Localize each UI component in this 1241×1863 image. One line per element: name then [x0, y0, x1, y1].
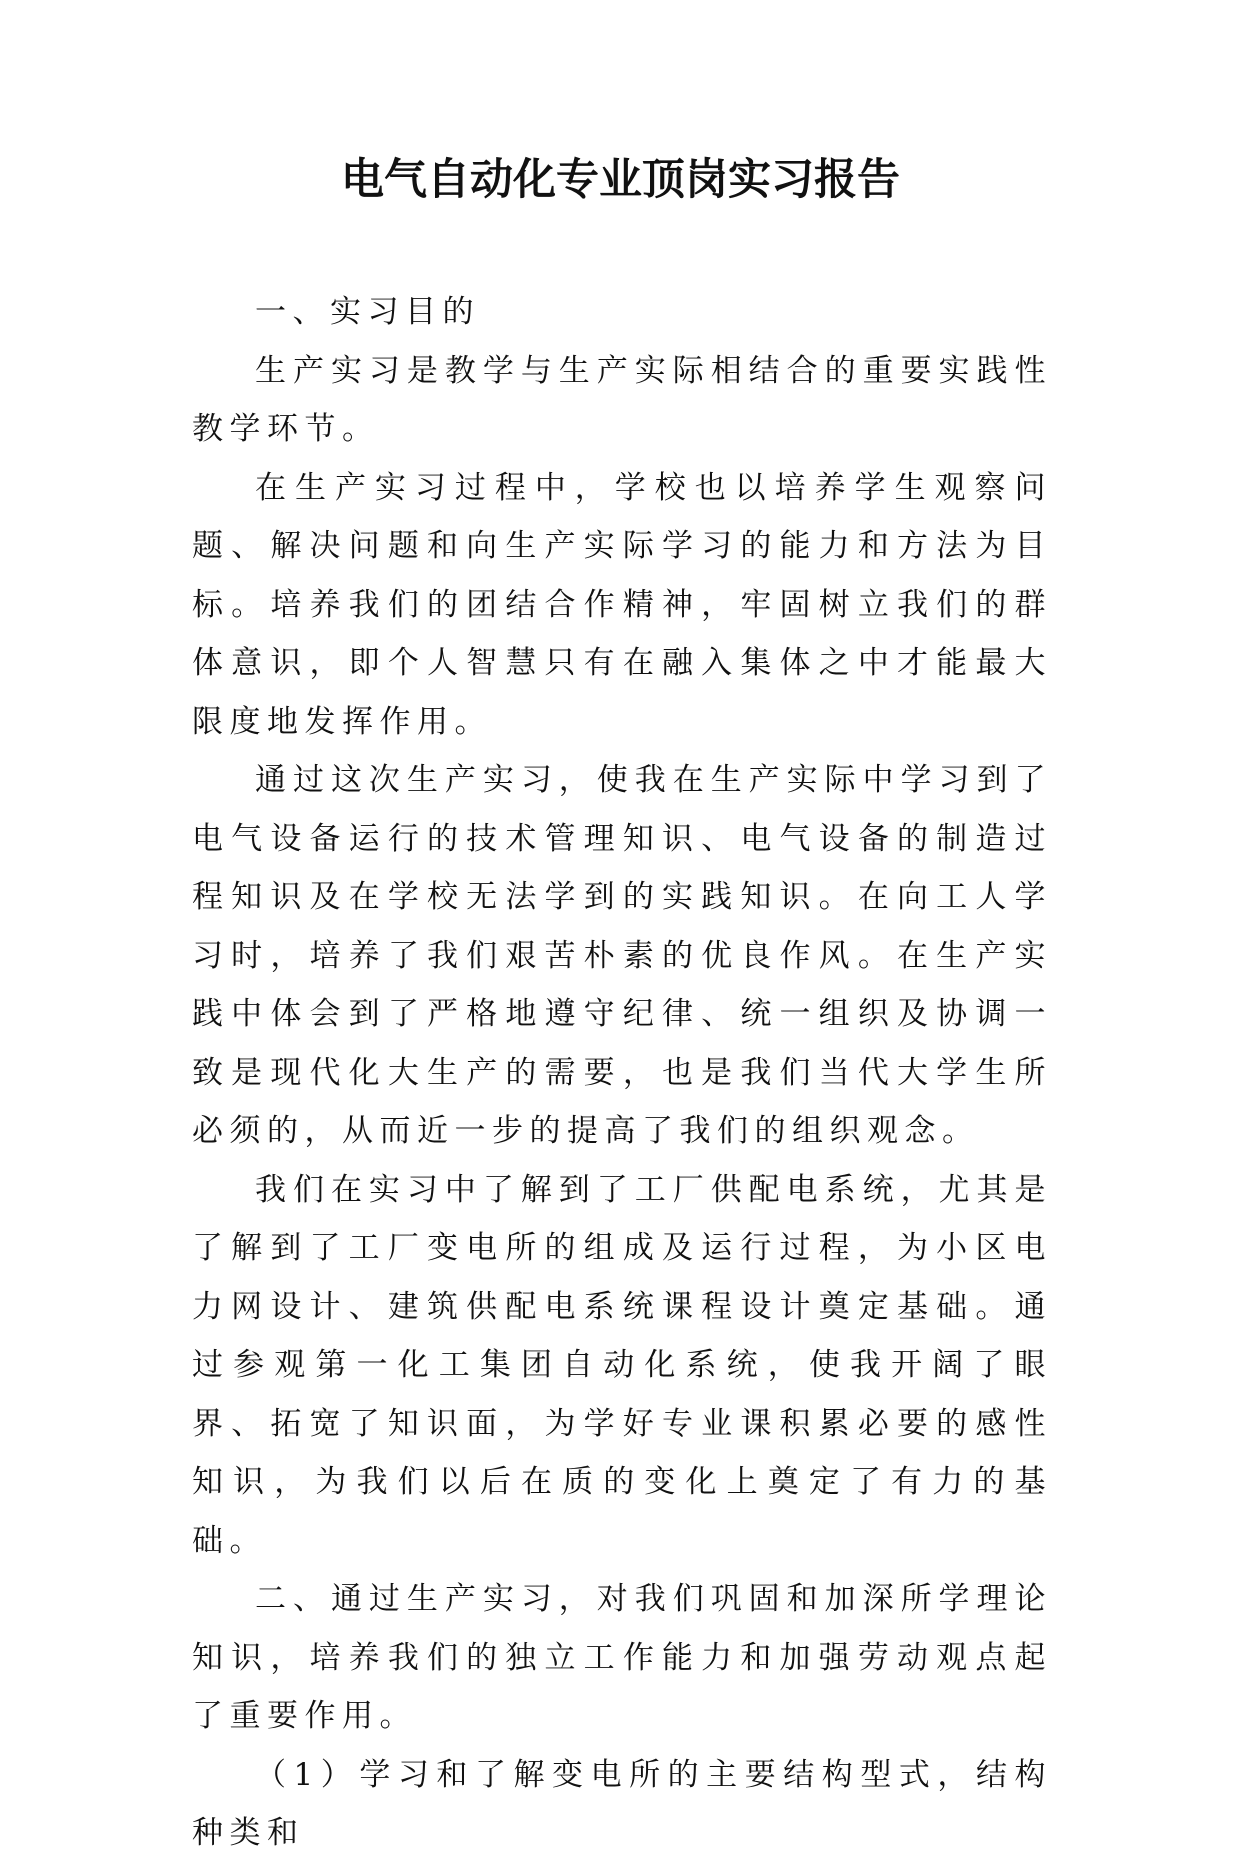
document-body: [192, 283, 1052, 1863]
document-title: 电气自动化专业顶岗实习报告: [341, 155, 900, 205]
paragraph: 在生产实习过程中，学校也以培养学生观察问题、解决问题和向生产实际学习的能力和方法为目标。培养我们的团结合作精神，牢固树立我们的群体意识，即个人智慧只有在融入集体之中才能最大限度地发挥作用。: [192, 469, 1052, 740]
section-heading: 一、实习目的: [255, 294, 480, 330]
paragraph: 我们在实习中了解到了工厂供配电系统，尤其是了解到了工厂变电所的组成及运行过程，为小区电力网设计、建筑供配电系统课程设计奠定基础。通过参观第一化工集团自动化系统，使我开阔了眼界、拓宽了知识面，为学好专业课积累必要的感性知识，为我们以后在质的变化上奠定了有力的基础。: [192, 1171, 1052, 1559]
paragraph: （1）学习和了解变电所的主要结构型式，结构种类和: [192, 1756, 1052, 1851]
section-heading: 二、通过生产实习，对我们巩固和加深所学理论知识，培养我们的独立工作能力和加强劳动观点起了重要作用。: [192, 1581, 1052, 1734]
paragraph: 通过这次生产实习，使我在生产实际中学习到了电气设备运行的技术管理知识、电气设备的制造过程知识及在学校无法学到的实践知识。在向工人学习时，培养了我们艰苦朴素的优良作风。在生产实践中体会到了严格地遵守纪律、统一组织及协调一致是现代化大生产的需要，也是我们当代大学生所必须的，从而近一步的提高了我们的组织观念。: [192, 762, 1052, 1149]
paragraph: 生产实习是教学与生产实际相结合的重要实践性教学环节。: [192, 352, 1052, 447]
